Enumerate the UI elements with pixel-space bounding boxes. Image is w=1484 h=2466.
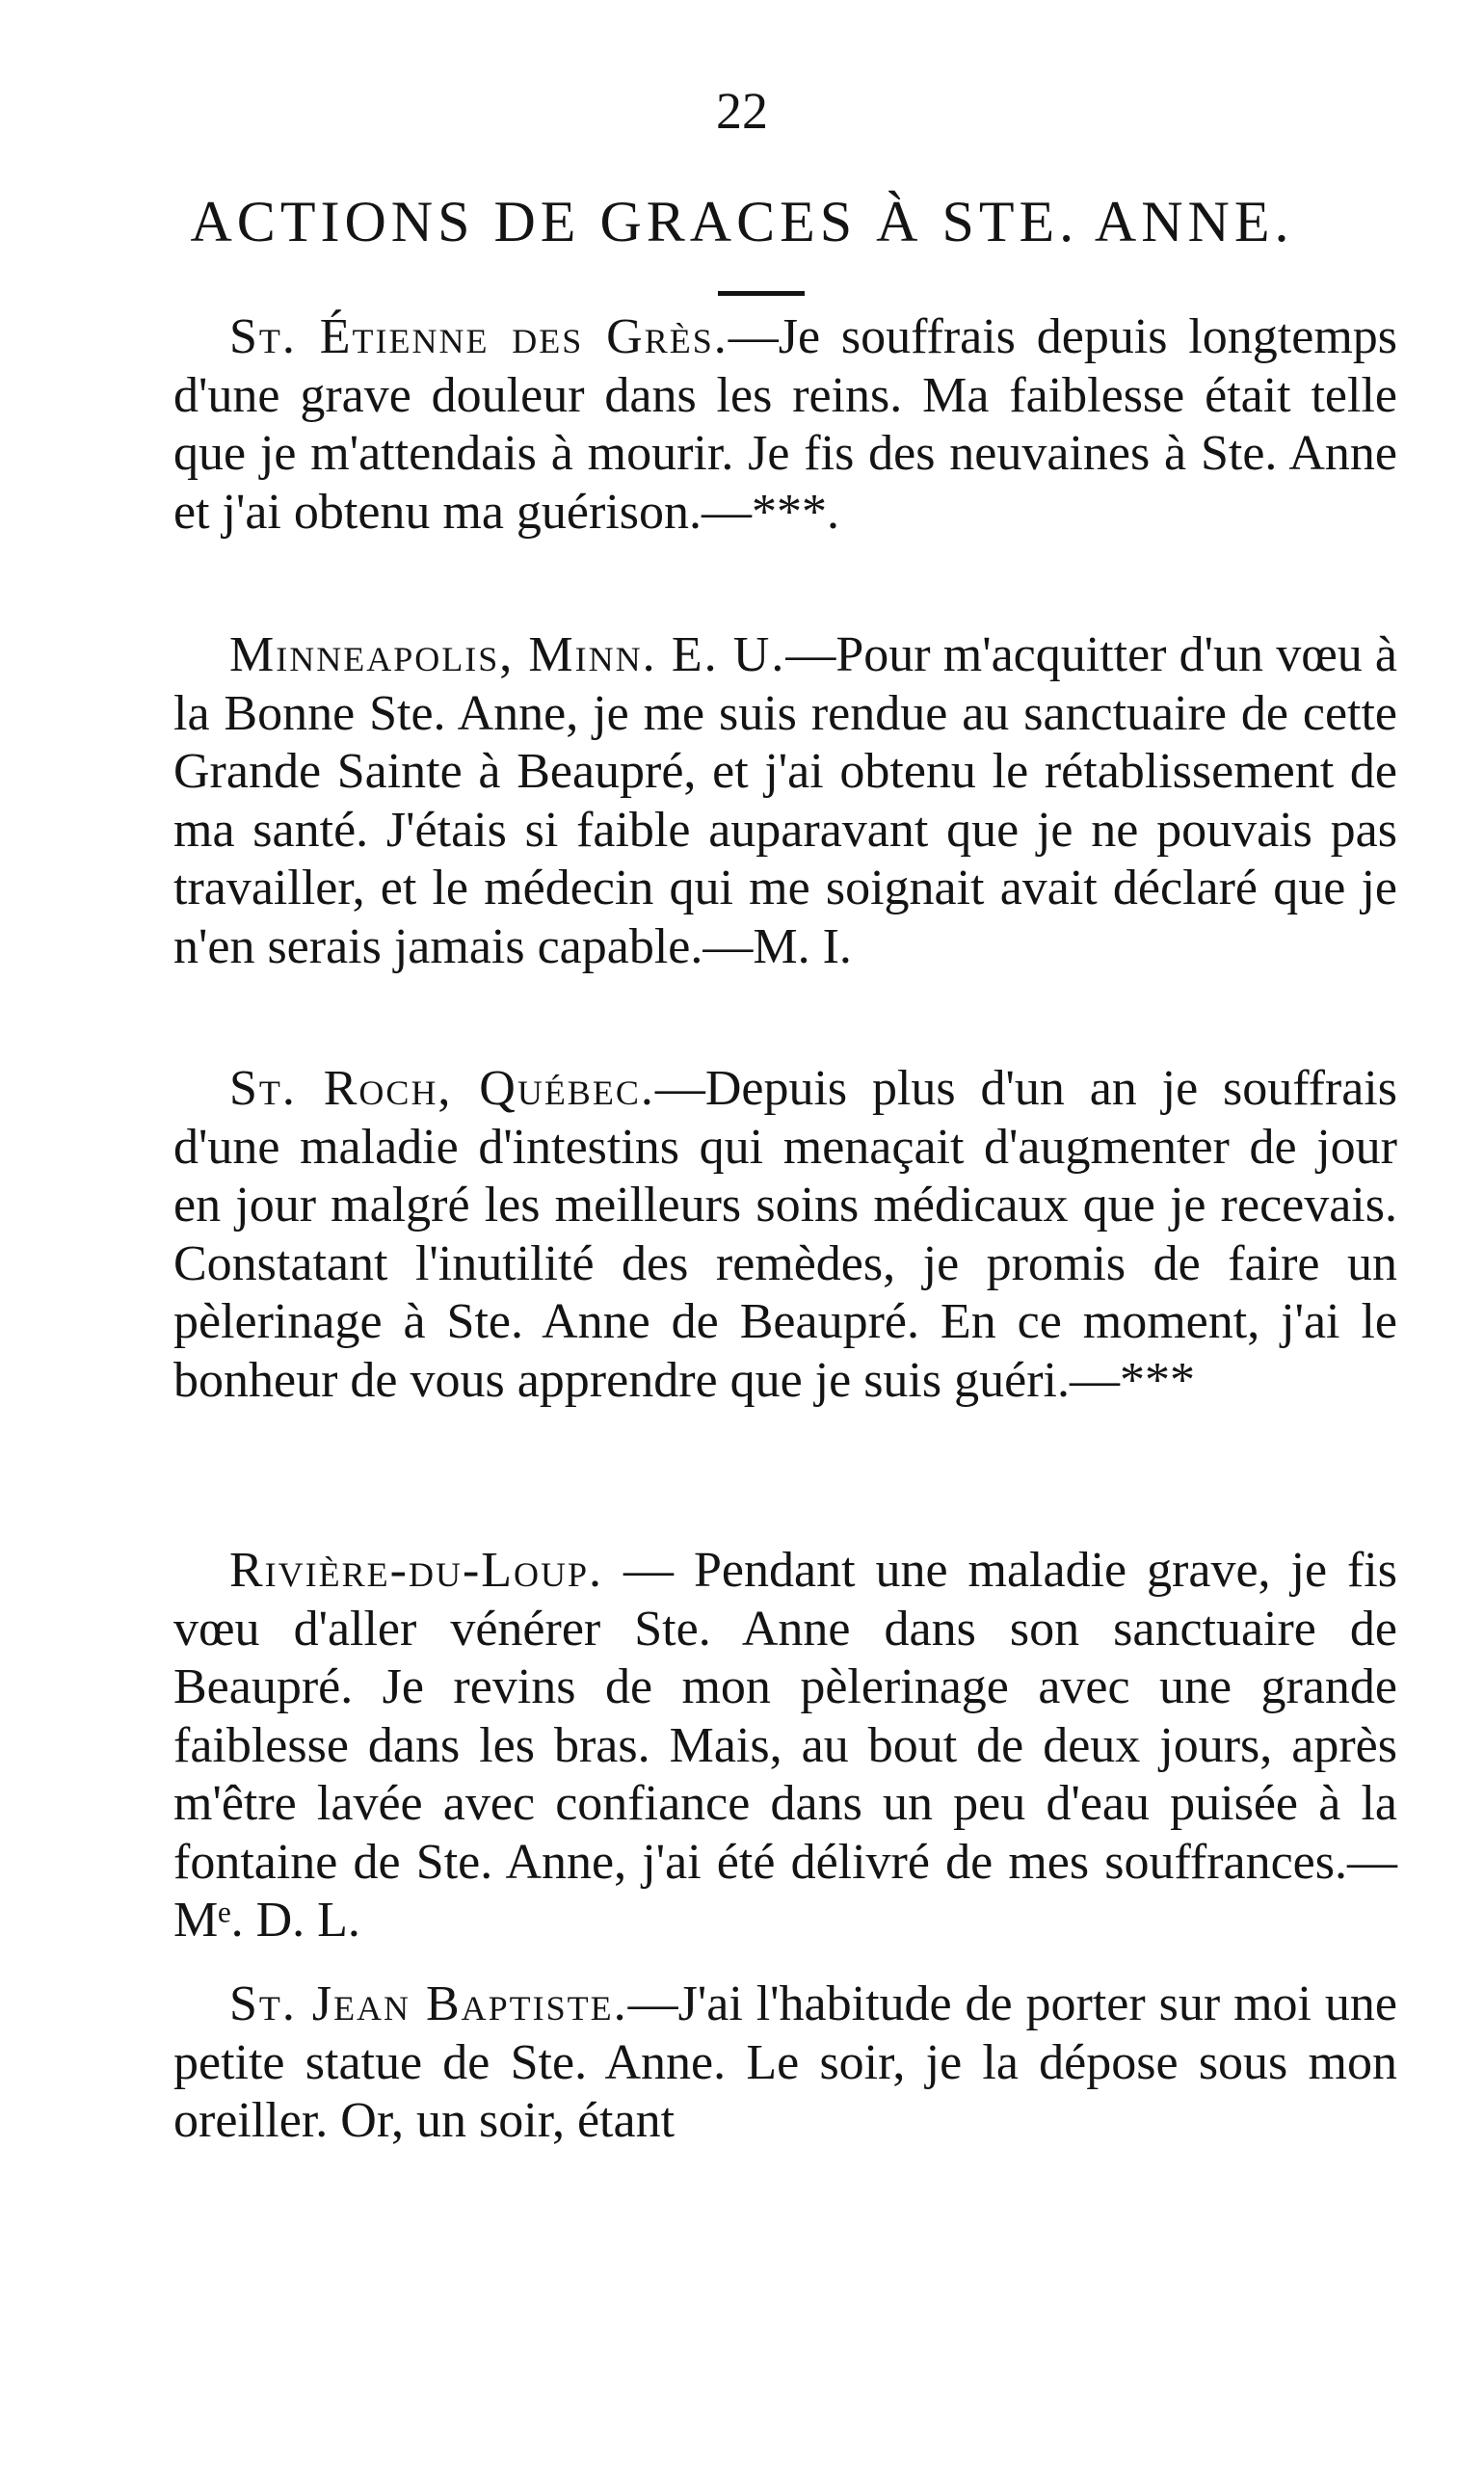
testimony-text: — Pendant une maladie grave, je fis vœu d'aller vénérer Ste. Anne dans son sanctuaire de Beaupré. Je revins de mon pèlerinage avec une grande faiblesse dans les bras. Mais, au bout de deux jours, après m'être lavée avec confiance dans un peu d'eau puisée à la fontaine de Ste. Anne, j'ai été délivré de mes souffrances.—Mᵉ. D. L. [173, 1543, 1397, 1948]
heading-divider [718, 291, 805, 296]
testimony-place: St. Roch, Québec. [229, 1061, 655, 1116]
testimony-paragraph [173, 626, 1397, 976]
testimony-paragraph [173, 1975, 1397, 2151]
testimony-place: Minneapolis, Minn. E. U. [229, 627, 786, 682]
testimony-paragraph [173, 1542, 1397, 1950]
page-number: 22 [716, 82, 768, 140]
page-title: ACTIONS DE GRACES À STE. ANNE. [190, 190, 1294, 253]
testimony-place: Rivière-du-Loup. [229, 1543, 604, 1598]
testimony-place: St. Jean Baptiste. [229, 1976, 628, 2031]
testimony-place: St. Étienne des Grès. [229, 309, 729, 364]
testimony-paragraph [173, 308, 1397, 542]
testimony-text: —Depuis plus d'un an je souffrais d'une maladie d'intestins qui menaçait d'augmenter de jour en jour malgré les meilleurs soins médicaux que je recevais. Constatant l'inutilité des remèdes, je promis de faire un pèlerinage à Ste. Anne de Beaupré. En ce moment, j'ai le bonheur de vous apprendre que je suis guéri.—*** [173, 1061, 1397, 1408]
testimony-text: —Je souffrais depuis longtemps d'une grave douleur dans les reins. Ma faiblesse était telle que je m'attendais à mourir. Je fis des neuvaines à Ste. Anne et j'ai obtenu ma guérison.—***. [173, 309, 1397, 540]
testimony-text: —Pour m'acquitter d'un vœu à la Bonne Ste. Anne, je me suis rendue au sanctuaire de cette Grande Sainte à Beaupré, et j'ai obtenu le rétablissement de ma santé. J'étais si faible auparavant que je ne pouvais pas travailler, et le médecin qui me soignait avait déclaré que je n'en serais jamais capable.—M. I. [173, 627, 1398, 974]
testimony-paragraph [173, 1060, 1397, 1410]
testimony-text: —J'ai l'habitude de porter sur moi une petite statue de Ste. Anne. Le soir, je la dépose sous mon oreiller. Or, un soir, étant [173, 1976, 1397, 2148]
